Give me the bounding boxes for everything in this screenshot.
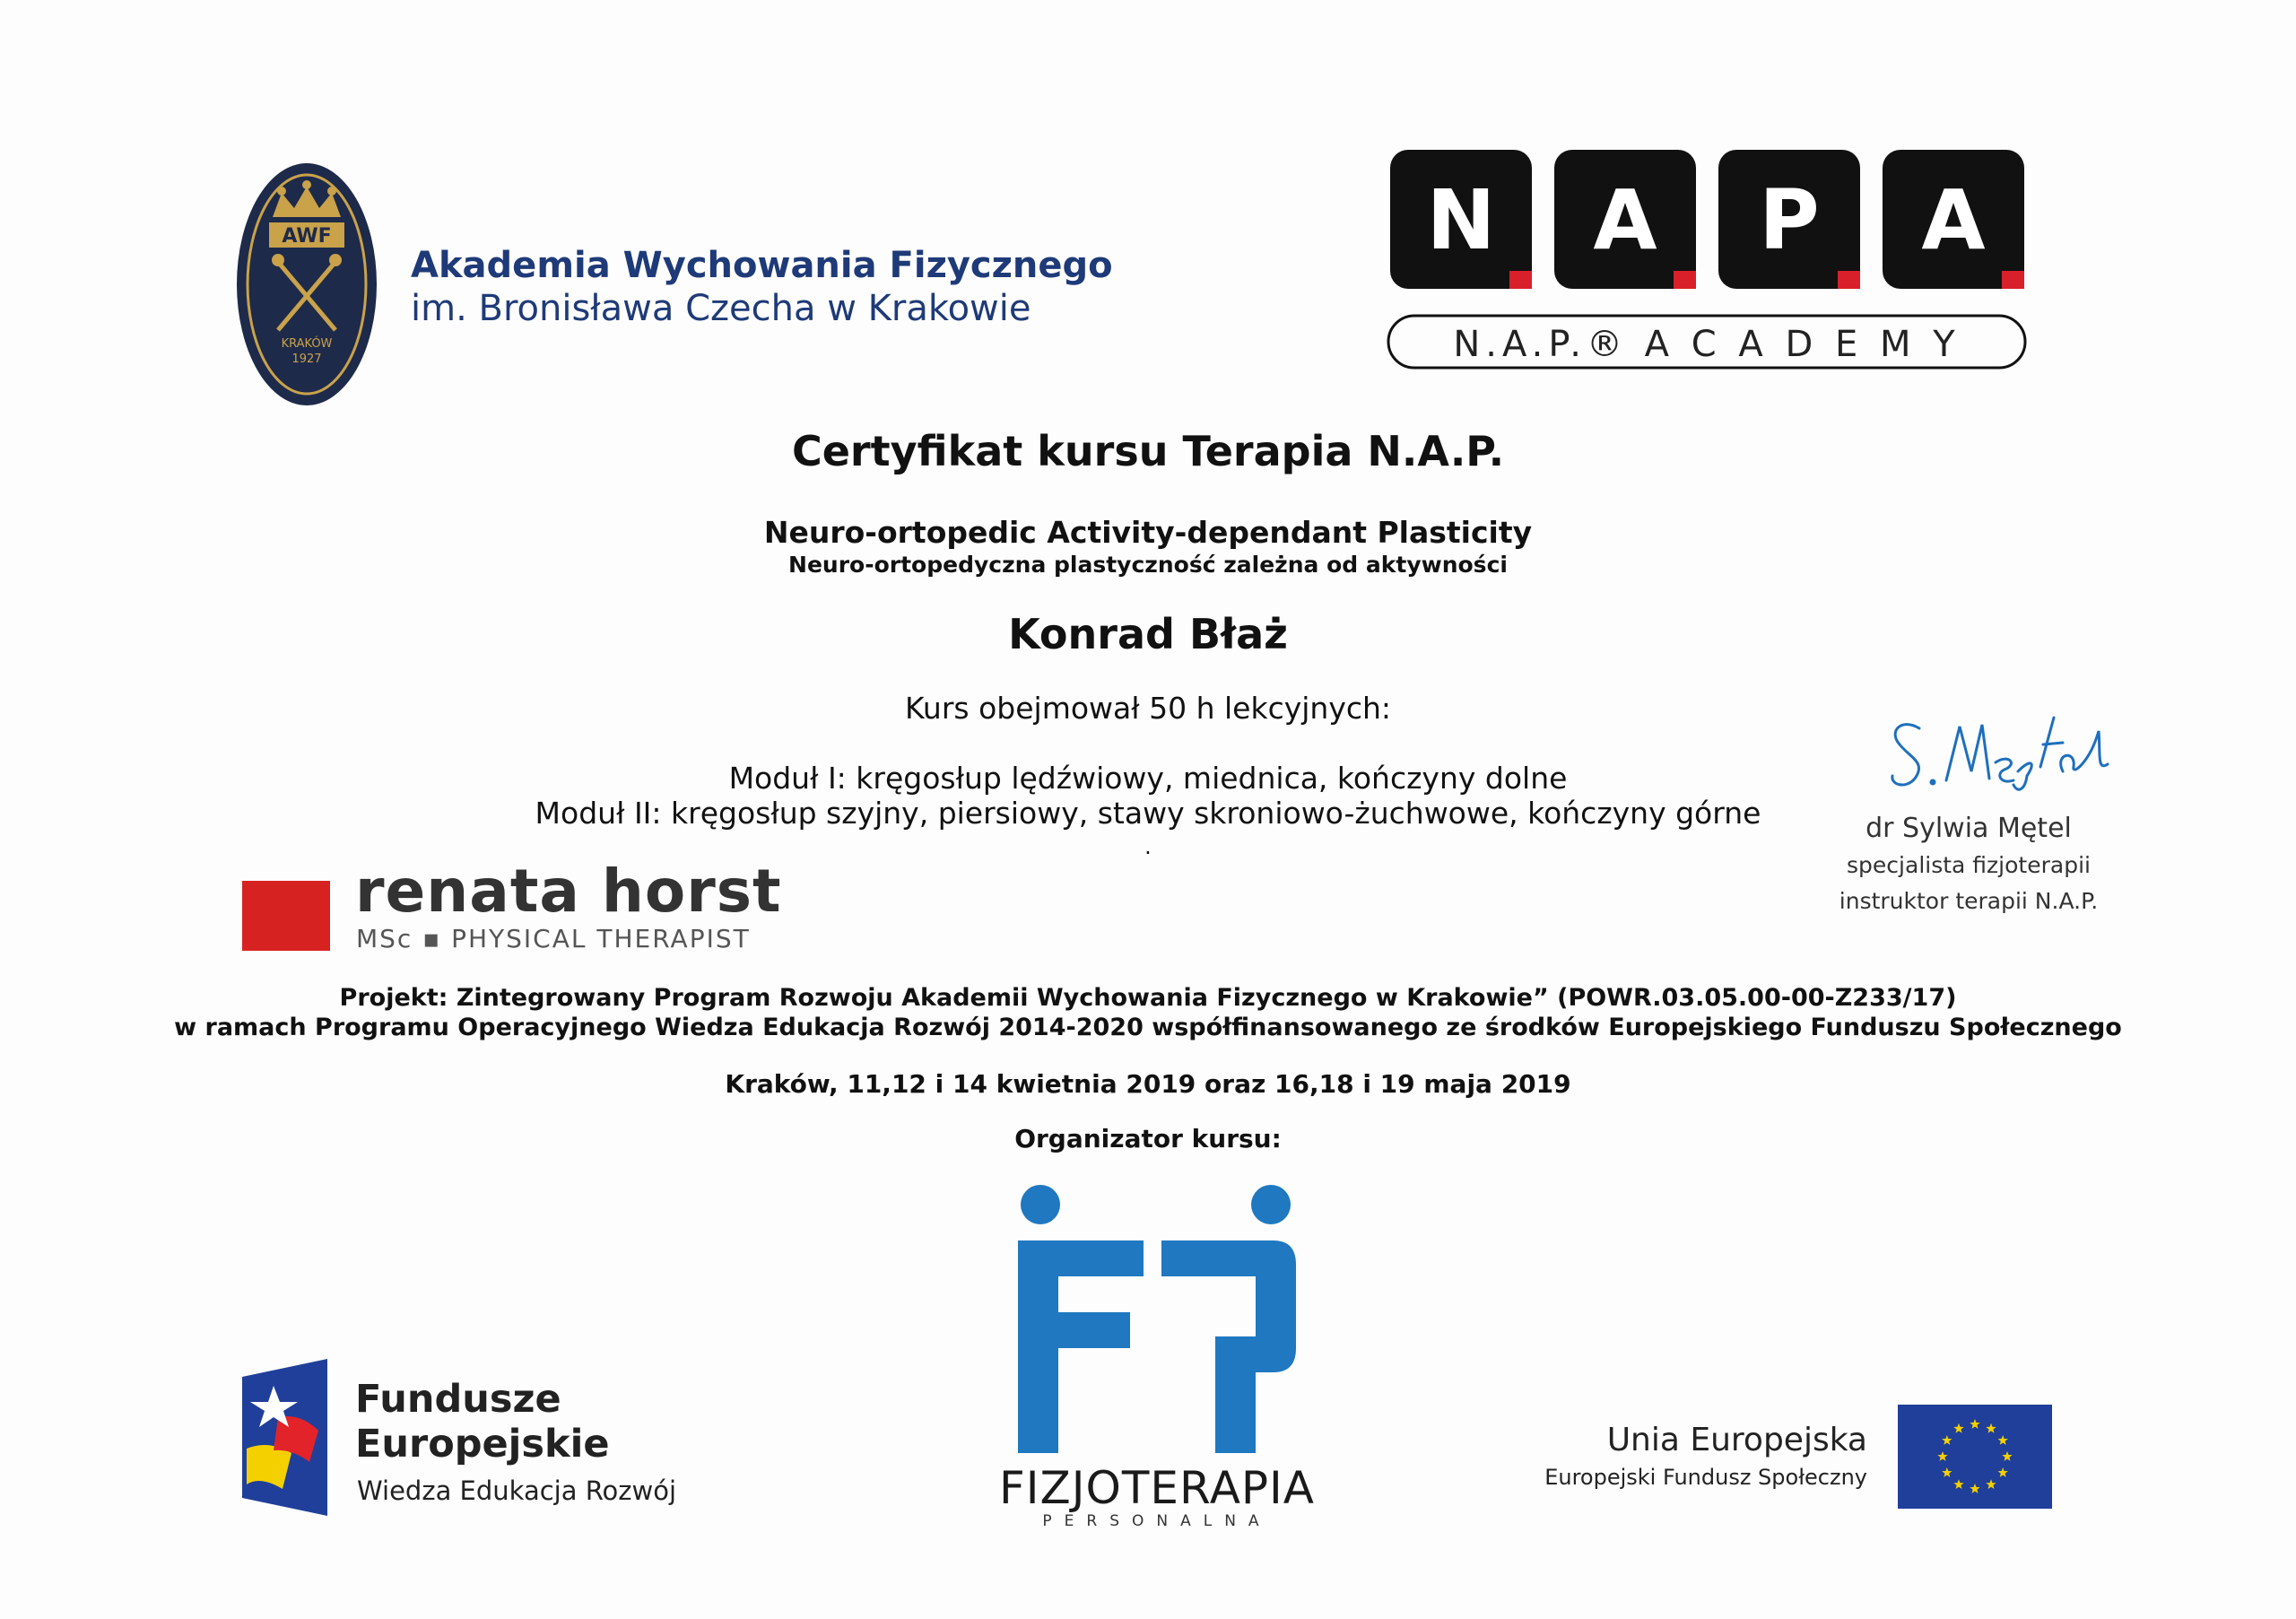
fundusze-line2: Europejskie [355, 1422, 610, 1467]
fp-logo-word: FIZJOTERAPIA [998, 1462, 1315, 1514]
awf-name-line1: Akademia Wychowania Fizycznego [411, 245, 1113, 286]
course-dates: Kraków, 11,12 i 14 kwietnia 2019 oraz 16,18 i 19 maja 2019 [725, 1069, 1571, 1099]
svg-text:A: A [1921, 172, 1986, 268]
renata-horst-name: renata horst [355, 857, 782, 926]
fp-logo-subtitle: PERSONALNA [1042, 1512, 1272, 1530]
subtitle-english: Neuro-ortopedic Activity-dependant Plasticity [763, 515, 1533, 550]
project-line-2: w ramach Programu Operacyjnego Wiedza Edukacja Rozwój 2014-2020 współfinansowanego ze środków Europejskiego Funduszu Społecznego [174, 1014, 2122, 1041]
svg-text:A: A [1593, 172, 1657, 268]
certificate-title: Certyfikat kursu Terapia N.A.P. [791, 427, 1505, 475]
subtitle-polish: Neuro-ortopedyczna plastyczność zależna od aktywności [788, 552, 1508, 578]
renata-horst-subtitle: MSc ▪ PHYSICAL THERAPIST [356, 924, 751, 953]
fundusze-line1: Fundusze [355, 1377, 561, 1422]
module-2: Moduł II: kręgosłup szyjny, piersiowy, stawy skroniowo-żuchwowe, kończyny górne [535, 796, 1761, 831]
svg-text:KRAKÓW: KRAKÓW [281, 337, 333, 351]
fundusze-line3: Wiedza Edukacja Rozwój [357, 1475, 677, 1506]
signatory-title-1: specjalista fizjoterapii [1847, 852, 2091, 878]
eu-name: Unia Europejska [1606, 1422, 1867, 1458]
signature-image [1883, 709, 2117, 807]
separator-dot: . [1144, 834, 1152, 859]
eu-fund-name: Europejski Fundusz Społeczny [1544, 1465, 1867, 1490]
signatory-title-2: instruktor terapii N.A.P. [1839, 888, 2099, 914]
renata-horst-logo-square [242, 881, 330, 951]
fizjoterapia-personalna-logo-icon [1009, 1179, 1305, 1458]
awf-emblem-icon [235, 161, 378, 408]
fundusze-europejskie-logo-icon [242, 1359, 327, 1516]
svg-text:AWF: AWF [282, 225, 332, 248]
course-hours: Kurs obejmował 50 h lekcyjnych: [904, 691, 1392, 726]
awf-name-line2: im. Bronisława Czecha w Krakowie [411, 288, 1031, 329]
organizer-label: Organizator kursu: [1014, 1124, 1282, 1153]
project-line-1: Projekt: Zintegrowany Program Rozwoju Akademii Wychowania Fizycznego w Krakowie” (POWR.03.05.00-00-Z233/17) [339, 984, 1957, 1012]
eu-flag-icon [1898, 1405, 2052, 1509]
recipient-name: Konrad Błaż [1008, 610, 1288, 658]
napa-academy-logo [1386, 145, 2031, 379]
signatory-name: dr Sylwia Mętel [1866, 813, 2072, 844]
awf-name [411, 244, 1113, 330]
svg-text:P: P [1759, 172, 1820, 268]
module-1: Moduł I: kręgosłup lędźwiowy, miednica, kończyny dolne [728, 761, 1568, 796]
svg-text:1927: 1927 [291, 353, 322, 366]
svg-text:N.A.P.® A C A D E M Y: N.A.P.® A C A D E M Y [1453, 324, 1961, 365]
svg-text:N: N [1426, 172, 1496, 268]
